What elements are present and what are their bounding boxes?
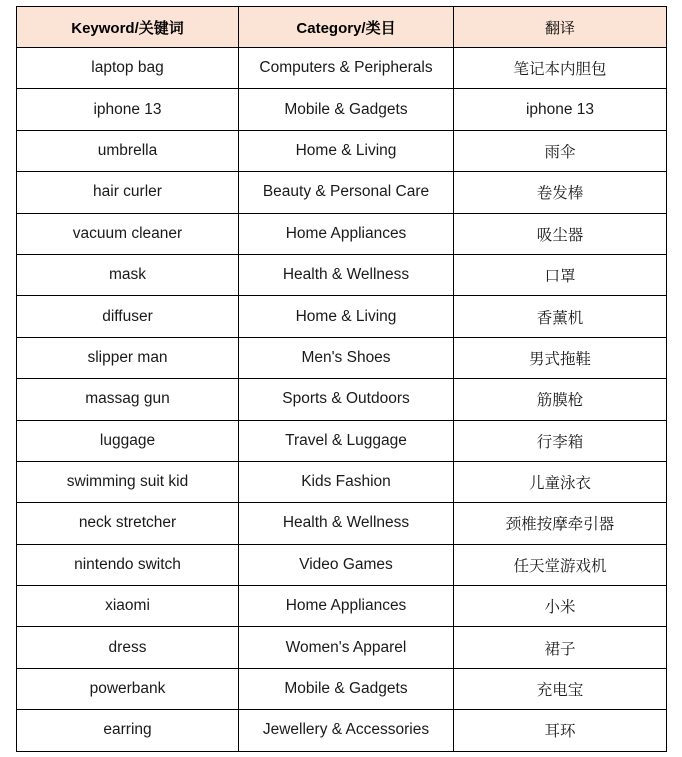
cell-keyword: vacuum cleaner: [17, 213, 239, 254]
cell-keyword: laptop bag: [17, 48, 239, 89]
cell-category: Mobile & Gadgets: [239, 89, 454, 130]
cell-translation: 吸尘器: [454, 213, 667, 254]
cell-keyword: swimming suit kid: [17, 461, 239, 502]
cell-keyword: nintendo switch: [17, 544, 239, 585]
table-row: [17, 89, 667, 130]
cell-translation: 卷发棒: [454, 172, 667, 213]
cell-keyword: xiaomi: [17, 586, 239, 627]
keyword-table-container: [16, 6, 667, 752]
cell-translation: 小米: [454, 586, 667, 627]
table-row: [17, 586, 667, 627]
table-row: [17, 544, 667, 585]
cell-category: Home & Living: [239, 130, 454, 171]
cell-keyword: mask: [17, 254, 239, 295]
table-row: [17, 420, 667, 461]
cell-category: Mobile & Gadgets: [239, 668, 454, 709]
cell-category: Computers & Peripherals: [239, 48, 454, 89]
cell-category: Health & Wellness: [239, 254, 454, 295]
cell-category: Women's Apparel: [239, 627, 454, 668]
cell-translation: 行李箱: [454, 420, 667, 461]
table-body: [17, 48, 667, 752]
cell-translation: 笔记本内胆包: [454, 48, 667, 89]
cell-keyword: earring: [17, 710, 239, 751]
cell-category: Video Games: [239, 544, 454, 585]
cell-translation: 颈椎按摩牵引器: [454, 503, 667, 544]
cell-category: Kids Fashion: [239, 461, 454, 502]
table-row: [17, 668, 667, 709]
cell-translation: 口罩: [454, 254, 667, 295]
table-row: [17, 710, 667, 751]
cell-keyword: slipper man: [17, 337, 239, 378]
cell-translation: 雨伞: [454, 130, 667, 171]
cell-category: Jewellery & Accessories: [239, 710, 454, 751]
table-row: [17, 503, 667, 544]
cell-keyword: neck stretcher: [17, 503, 239, 544]
header-translation: 翻译: [454, 7, 667, 48]
table-row: [17, 48, 667, 89]
cell-keyword: hair curler: [17, 172, 239, 213]
cell-translation: 香薰机: [454, 296, 667, 337]
table-row: [17, 627, 667, 668]
cell-translation: 任天堂游戏机: [454, 544, 667, 585]
cell-translation: 筋膜枪: [454, 379, 667, 420]
cell-keyword: massag gun: [17, 379, 239, 420]
cell-category: Health & Wellness: [239, 503, 454, 544]
cell-translation: 裙子: [454, 627, 667, 668]
cell-keyword: luggage: [17, 420, 239, 461]
table-row: [17, 130, 667, 171]
header-category: Category/类目: [239, 7, 454, 48]
table-row: [17, 254, 667, 295]
cell-category: Home & Living: [239, 296, 454, 337]
cell-category: Home Appliances: [239, 213, 454, 254]
cell-keyword: umbrella: [17, 130, 239, 171]
cell-category: Beauty & Personal Care: [239, 172, 454, 213]
table-row: [17, 296, 667, 337]
cell-category: Men's Shoes: [239, 337, 454, 378]
cell-category: Sports & Outdoors: [239, 379, 454, 420]
table-row: [17, 213, 667, 254]
header-keyword: Keyword/关键词: [17, 7, 239, 48]
cell-keyword: diffuser: [17, 296, 239, 337]
cell-translation: 充电宝: [454, 668, 667, 709]
keyword-category-table: [16, 6, 667, 752]
cell-translation: 儿童泳衣: [454, 461, 667, 502]
cell-category: Travel & Luggage: [239, 420, 454, 461]
cell-translation: iphone 13: [454, 89, 667, 130]
cell-category: Home Appliances: [239, 586, 454, 627]
cell-keyword: dress: [17, 627, 239, 668]
table-row: [17, 461, 667, 502]
cell-translation: 男式拖鞋: [454, 337, 667, 378]
cell-keyword: iphone 13: [17, 89, 239, 130]
header-row: [17, 7, 667, 48]
table-row: [17, 379, 667, 420]
table-header: [17, 7, 667, 48]
cell-translation: 耳环: [454, 710, 667, 751]
cell-keyword: powerbank: [17, 668, 239, 709]
table-row: [17, 337, 667, 378]
table-row: [17, 172, 667, 213]
